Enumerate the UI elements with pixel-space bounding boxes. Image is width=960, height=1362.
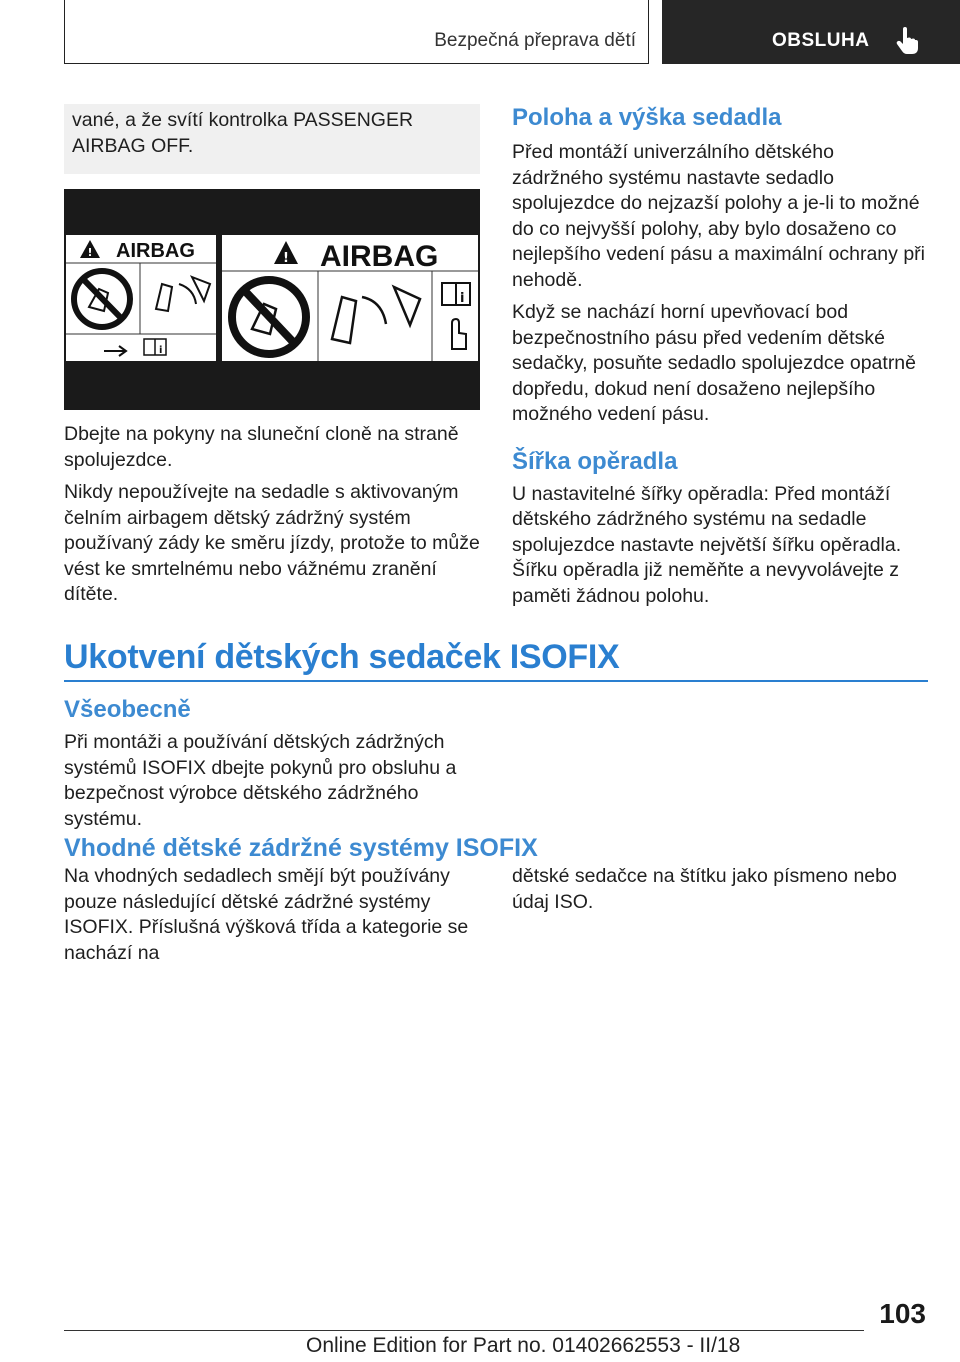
paragraph: Na vhodných sedadlech smějí být používány pouze následující dětské zádržné systémy ISOFIX. Příslušná výšková třída a kategorie se nachází na [64, 865, 469, 964]
svg-text:i: i [460, 291, 465, 306]
suitable-right-column [512, 864, 928, 915]
paragraph: Když se nachází horní upevňovací bod bezpečnostního pásu před vedením dětské sedačky, posuňte sedadlo spolujezdce opatrně dopředu, dokud není dosaženo nejlepšího možného vedení pásu. [512, 301, 916, 425]
pointing-hand-icon [896, 27, 918, 55]
paragraph: Dbejte na pokyny na sluneční cloně na straně spolujezdce. [64, 423, 459, 471]
header-section-title: Bezpečná přeprava dětí [434, 30, 636, 51]
note-text: vané, a že svítí kontrolka PASSENGER AIRBAG OFF. [72, 109, 414, 157]
svg-text:!: ! [283, 251, 289, 266]
header-section-box [64, 0, 649, 64]
paragraph: dětské sedačce na štítku jako písmeno nebo údaj ISO. [512, 865, 897, 913]
right-column-text [512, 104, 928, 609]
airbag-label-large: AIRBAG [320, 240, 439, 273]
page-number: 103 [879, 1298, 926, 1329]
note-box [64, 104, 480, 174]
footer-edition: Online Edition for Part no. 01402662553 - II/18 [306, 1334, 741, 1357]
airbag-label-illustration [64, 189, 480, 410]
section-title: Ukotvení dětských sedaček ISOFIX [64, 638, 620, 676]
heading-seat-position: Poloha a výška sedadla [512, 104, 782, 131]
airbag-warning-image [64, 189, 480, 410]
paragraph: U nastavitelné šířky opěradla: Před montáží dětského zádržného systému na sedadle spolujezdce nastavte největší šířku opěradla. Šířku opěradla již neměňte a nevyvolávejte z paměti žádnou polohu. [512, 482, 902, 607]
left-column-text [64, 422, 480, 608]
heading-backrest-width: Šířka opěradla [512, 447, 678, 475]
section-divider [64, 680, 928, 682]
heading-general: Všeobecně [64, 696, 191, 723]
header-chapter-box [662, 0, 960, 64]
header-chapter-label: OBSLUHA [772, 30, 870, 51]
suitable-left-column [64, 864, 480, 966]
svg-text:i: i [159, 345, 163, 356]
general-subsection [64, 696, 480, 832]
footer-divider [64, 1330, 864, 1331]
paragraph: Nikdy nepoužívejte na sedadle s aktivovaným čelním airbagem dětský zádržný systém používaný zády ke směru jízdy, protože to může vést ke smrtelnému nebo vážnému zranění dítěte. [64, 481, 480, 605]
heading-suitable-systems: Vhodné dětské zádržné systémy ISOFIX [64, 834, 538, 862]
paragraph: Před montáží univerzálního dětského zádržného systému nastavte sedadlo spolujezdce do nejzazší polohy a je-li to možné do co nejvyšší polohy, aby bylo dosaženo co nejlepšího vedení pásu a maximální ochrany při nehodě. [512, 141, 925, 291]
airbag-label-small: AIRBAG [116, 240, 195, 262]
paragraph: Při montáži a používání dětských zádržných systémů ISOFIX dbejte pokynů pro obsluhu a bezpečnost výrobce dětského zádržného systému. [64, 731, 457, 830]
svg-text:!: ! [87, 246, 93, 259]
